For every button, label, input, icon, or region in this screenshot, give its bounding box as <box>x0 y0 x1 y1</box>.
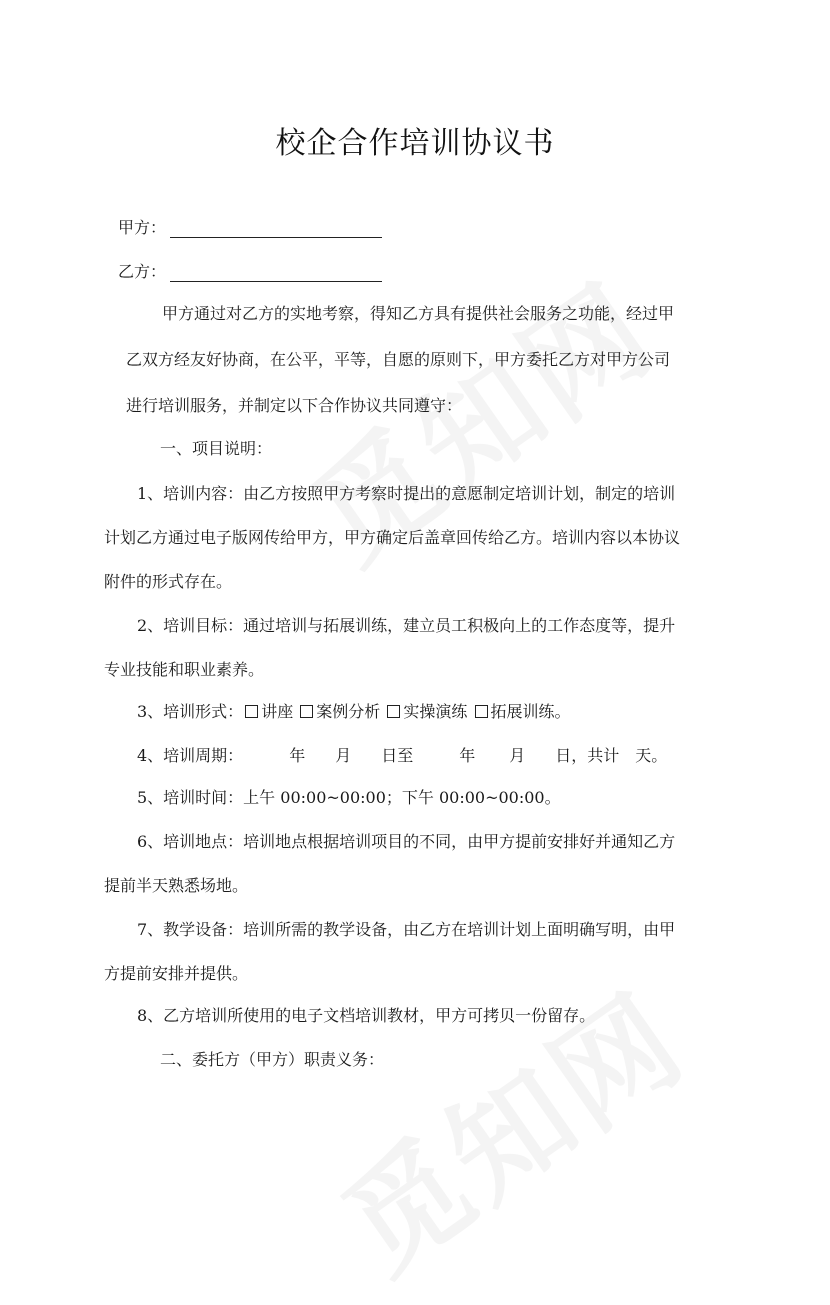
section2-heading: 二、委托方（甲方）职责义务： <box>160 1050 385 1069</box>
item8-line: 8、乙方培训所使用的电子文档培训教材，甲方可拷贝一份留存。 <box>137 1006 596 1025</box>
watermark <box>305 947 713 1305</box>
item4-month-2: 月 <box>509 746 526 765</box>
item6-line-2: 提前半天熟悉场地。 <box>104 876 249 895</box>
item4-day-to: 日至 <box>381 746 414 765</box>
item4-year-1: 年 <box>289 746 306 765</box>
item5-line: 5、培训时间：上午 00:00~00:00；下午 00:00~00:00。 <box>137 788 561 807</box>
checkbox-outdoor[interactable] <box>475 705 488 718</box>
item1-line-3: 附件的形式存在。 <box>104 572 233 591</box>
item3-prefix: 3、培训形式： <box>137 702 244 721</box>
option-practice: 实操演练 <box>403 702 468 721</box>
item4-day-2: 日，共计 <box>555 746 620 765</box>
party-a-row <box>118 214 382 238</box>
option-lecture: 讲座 <box>261 702 294 721</box>
item3-row <box>137 700 571 724</box>
checkbox-case-study[interactable] <box>300 705 313 718</box>
intro-line-1: 甲方通过对乙方的实地考察，得知乙方具有提供社会服务之功能，经过甲 <box>162 304 675 323</box>
checkbox-practice[interactable] <box>387 705 400 718</box>
item4-prefix: 4、培训周期： <box>137 746 244 765</box>
item4-row <box>137 744 667 768</box>
item1-line-1: 1、培训内容：由乙方按照甲方考察时提出的意愿制定培训计划，制定的培训 <box>137 484 676 503</box>
item2-line-1: 2、培训目标：通过培训与拓展训练，建立员工积极向上的工作态度等，提升 <box>137 616 676 635</box>
party-a-label: 甲方： <box>118 218 167 237</box>
item2-line-2: 专业技能和职业素养。 <box>104 660 265 679</box>
option-outdoor: 拓展训练 <box>490 702 555 721</box>
option-case-study: 案例分析 <box>316 702 381 721</box>
item4-days: 天。 <box>635 746 668 765</box>
section1-heading: 一、项目说明： <box>160 439 273 458</box>
intro-line-3: 进行培训服务，并制定以下合作协议共同遵守： <box>126 396 463 415</box>
item4-month-1: 月 <box>335 746 352 765</box>
item3-suffix: 。 <box>554 702 571 721</box>
item6-line-1: 6、培训地点：培训地点根据培训项目的不同，由甲方提前安排好并通知乙方 <box>137 832 676 851</box>
item1-line-2: 计划乙方通过电子版网传给甲方，甲方确定后盖章回传给乙方。培训内容以本协议 <box>104 528 681 547</box>
party-b-label: 乙方： <box>118 262 167 281</box>
document-title: 校企合作培训协议书 <box>275 126 555 161</box>
party-b-row <box>118 258 382 282</box>
item7-line-1: 7、教学设备：培训所需的教学设备，由乙方在培训计划上面明确写明，由甲 <box>137 920 676 939</box>
party-a-blank <box>170 219 382 238</box>
item7-line-2: 方提前安排并提供。 <box>104 964 249 983</box>
checkbox-lecture[interactable] <box>245 705 258 718</box>
item4-year-2: 年 <box>459 746 476 765</box>
party-b-blank <box>170 263 382 282</box>
intro-line-2: 乙双方经友好协商，在公平，平等，自愿的原则下，甲方委托乙方对甲方公司 <box>126 350 671 369</box>
